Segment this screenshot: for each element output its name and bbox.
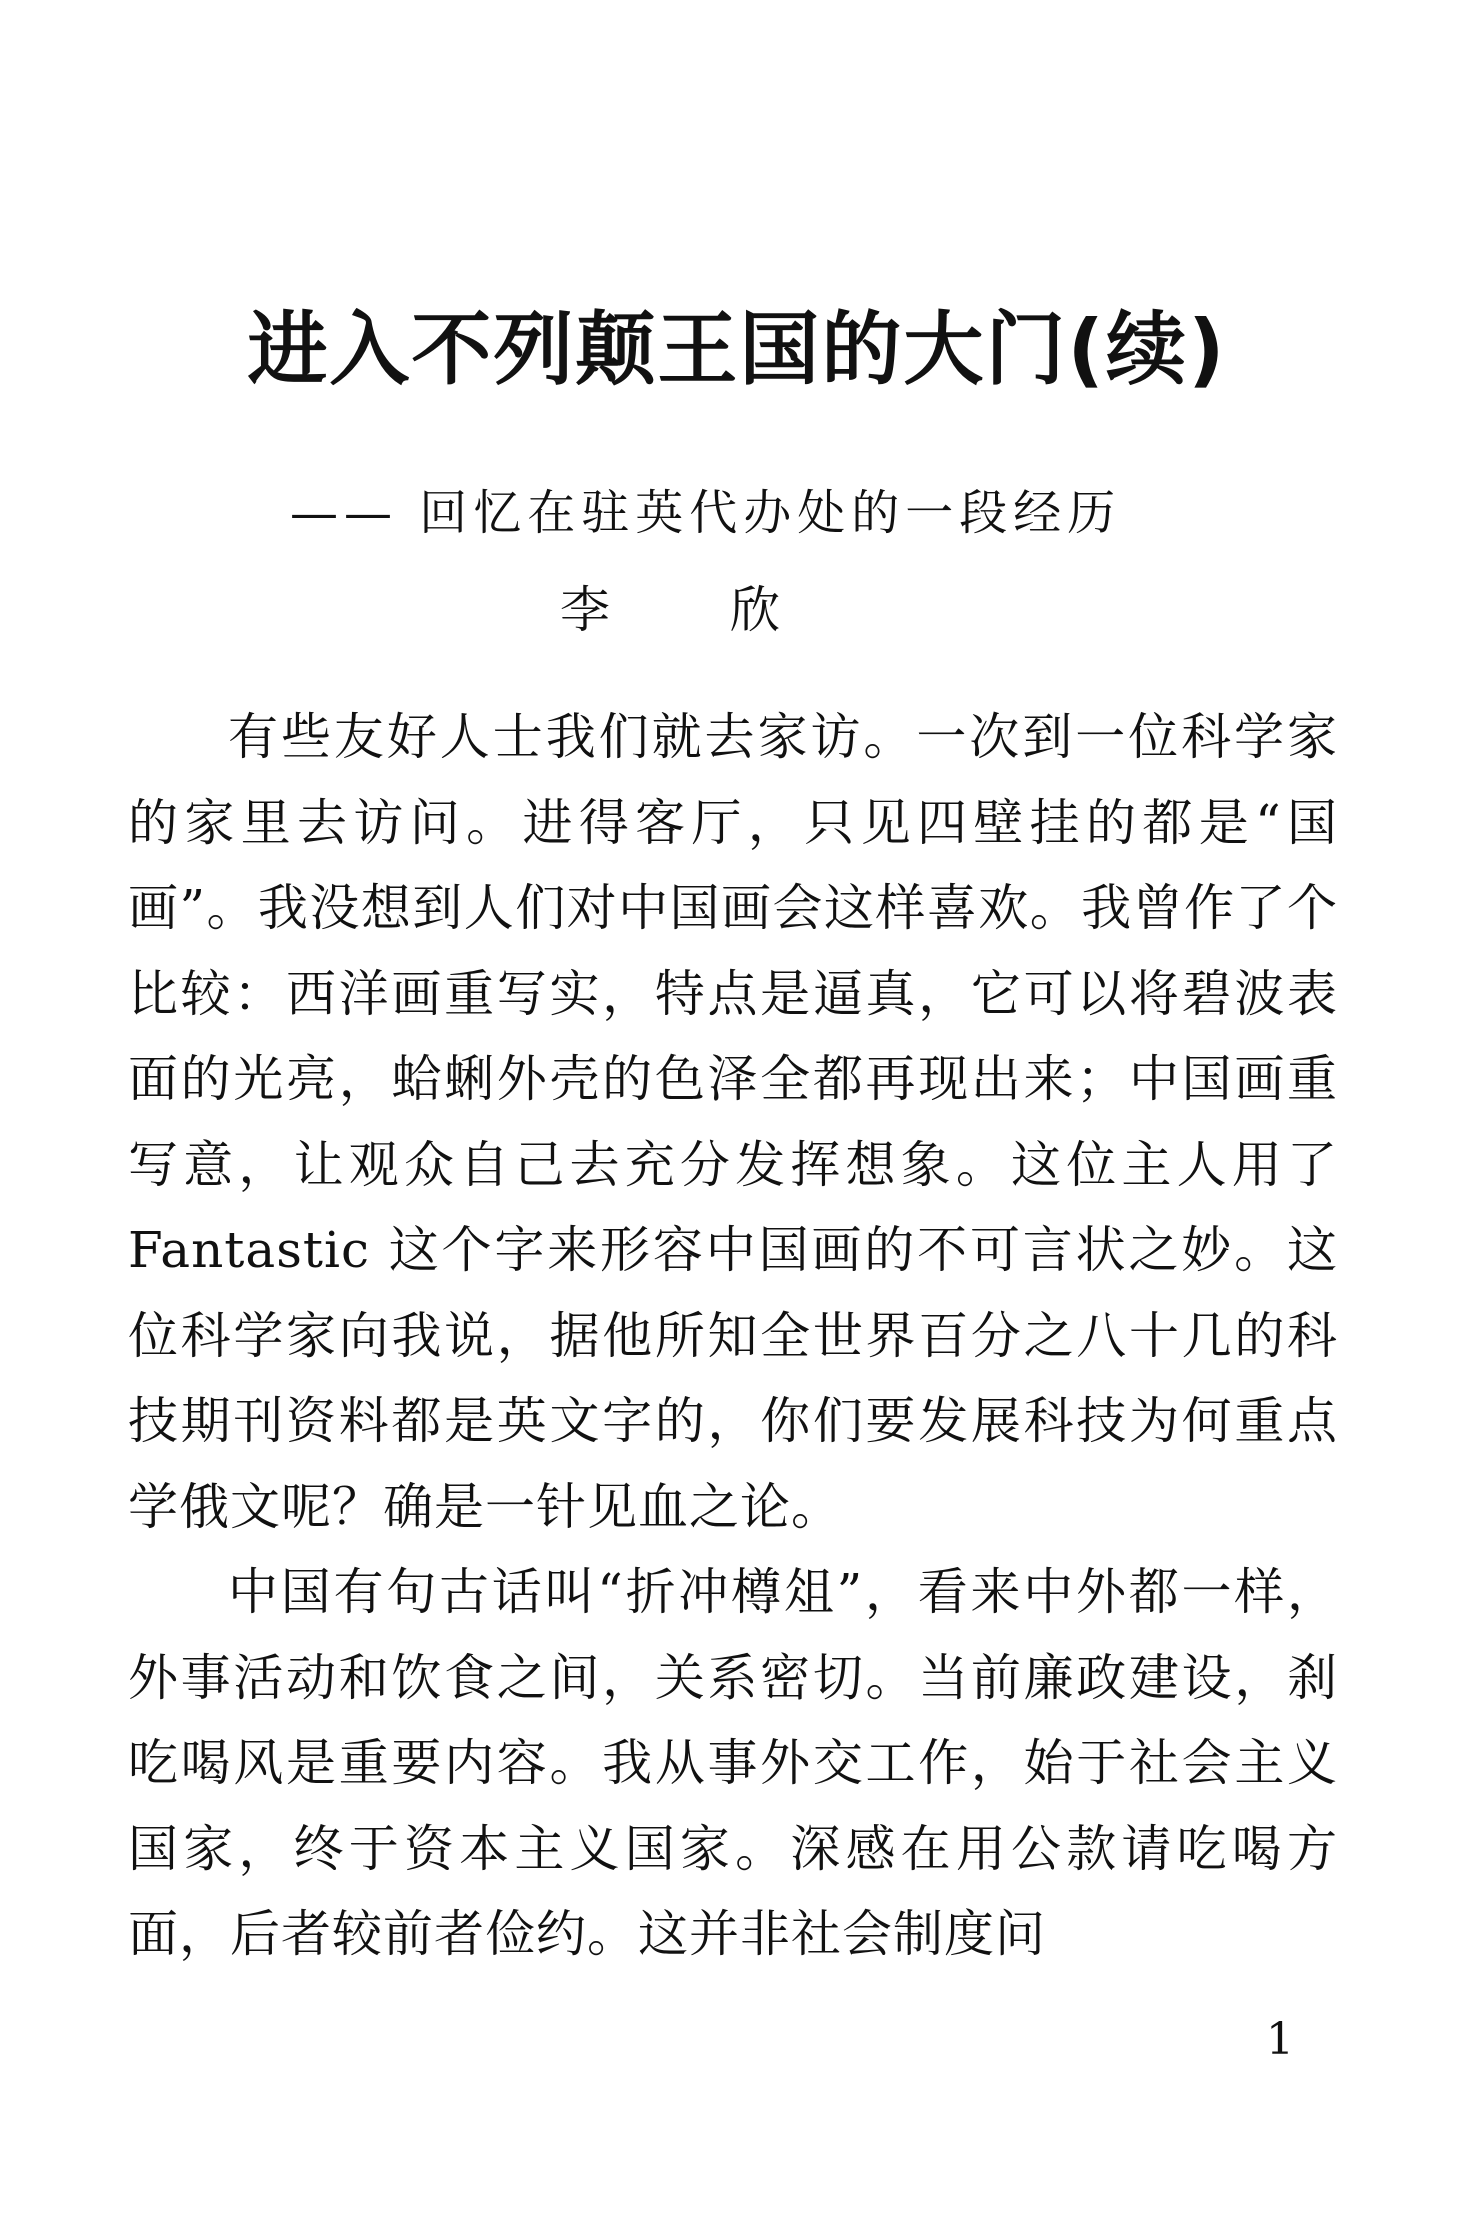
page-number: 1 (1266, 2014, 1294, 2065)
author-name (560, 570, 960, 650)
author-surname: 李 (560, 581, 610, 639)
article-subtitle: —— 回忆在驻英代办处的一段经历 (290, 485, 1122, 541)
paragraph-home-visit: 有些友好人士我们就去家访。一次到一位科学家的家里去访问。进得客厅，只见四壁挂的都是“国画”。我没想到人们对中国画会这样喜欢。我曾作了个比较：西洋画重写实，特点是逼真，它可以将碧波表面的光亮，蛤蜊外壳的色泽全都再现出来；中国画重写意，让观众自己去充分发挥想象。这位主人用了Fantastic 这个字来形容中国画的不可言状之妙。这位科学家向我说，据他所知全世界百分之八十几的科技期刊资料都是英文字的，你们要发展科技为何重点学俄文呢？确是一针见血之论。 (128, 708, 1338, 1536)
article-body (128, 695, 1338, 1978)
paragraph-dining: 中国有句古话叫“折冲樽俎”，看来中外都一样，外事活动和饮食之间，关系密切。当前廉政建设，刹吃喝风是重要内容。我从事外交工作，始于社会主义国家，终于资本主义国家。深感在用公款请吃喝方面，后者较前者俭约。这并非社会制度问 (128, 1563, 1338, 1963)
author-given-name: 欣 (730, 581, 780, 639)
article-title: 进入不列颠王国的大门(续) (247, 303, 1227, 396)
